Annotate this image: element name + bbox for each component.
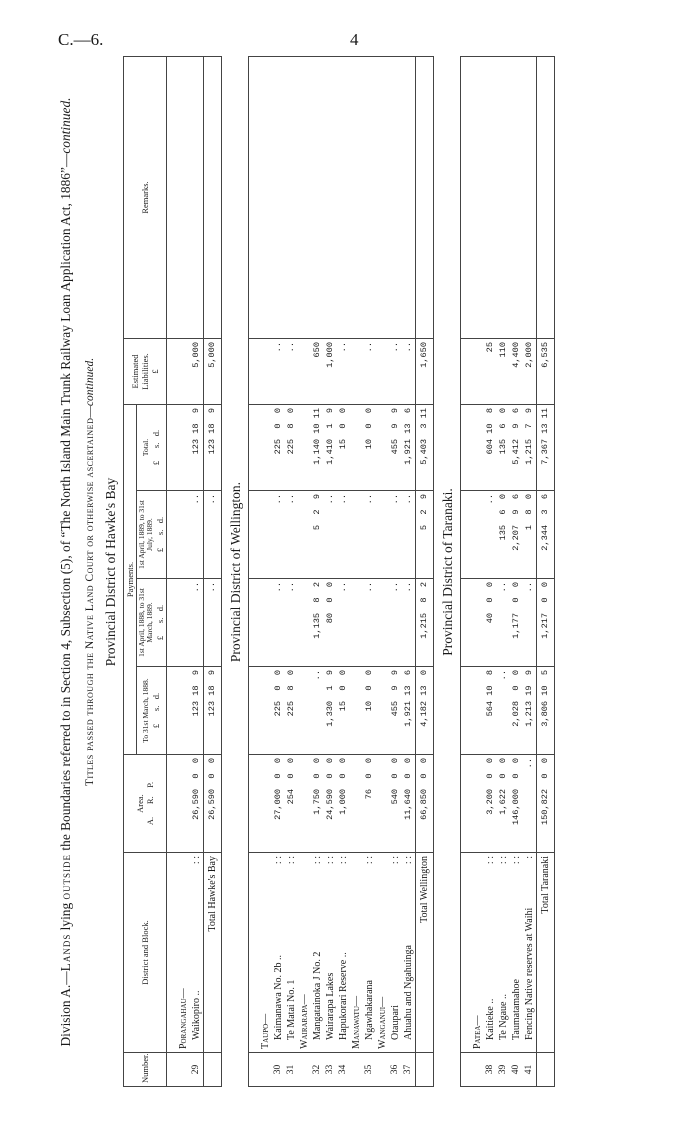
header-pay2 xyxy=(137,579,167,667)
block-leader-dots: : : xyxy=(272,856,284,865)
cell-pay2: 1,177 0 0 xyxy=(510,579,523,667)
header-pay1-units: £ s. d. xyxy=(150,692,161,729)
block-label: Te Ngaue .. xyxy=(497,994,509,1040)
cell-remarks xyxy=(497,57,510,339)
row-number: 32 xyxy=(311,1053,324,1087)
cell-area: 24,590 0 0 xyxy=(324,755,337,853)
header-area-units: A. R. P. xyxy=(144,781,155,826)
cell-remarks xyxy=(272,57,285,339)
cell-area: 26,590 0 0 xyxy=(190,755,204,853)
group-spacer xyxy=(471,1053,484,1087)
block-name xyxy=(402,853,416,1053)
header-pay2-label: 1st April, 1888, to 31st March, 1889. xyxy=(137,588,155,657)
row-number: 30 xyxy=(272,1053,285,1087)
total-total: 123 18 9 xyxy=(203,405,221,491)
header-payments: Payments. xyxy=(124,405,137,755)
table-row xyxy=(324,57,337,1087)
cell-remarks xyxy=(324,57,337,339)
cell-pay2: .. xyxy=(285,579,298,667)
block-leader-dots: : : xyxy=(285,856,297,865)
cell-est: 1,000 xyxy=(324,339,337,405)
cell-total: 135 6 0 xyxy=(497,405,510,491)
cell-area: 27,000 0 0 xyxy=(272,755,285,853)
block-name xyxy=(324,853,337,1053)
cell-pay3: .. xyxy=(272,491,285,579)
page-ref: C.—6. xyxy=(58,30,104,49)
total-remarks xyxy=(203,57,221,339)
total-row xyxy=(415,57,433,1087)
total-area: 66,850 0 0 xyxy=(415,755,433,853)
row-number: 36 xyxy=(389,1053,402,1087)
block-label: Wairarapa Lakes xyxy=(324,972,336,1040)
cell-est: 2,000 xyxy=(523,339,537,405)
header-remarks: Remarks. xyxy=(124,57,167,339)
total-area: 150,822 0 0 xyxy=(536,755,554,853)
header-district: District and Block. xyxy=(124,853,167,1053)
title-outside: outside xyxy=(58,853,73,900)
cell-pay1: .. xyxy=(497,667,510,755)
total-remarks xyxy=(536,57,554,339)
cell-area: 540 0 0 xyxy=(389,755,402,853)
cell-pay3: .. xyxy=(190,491,204,579)
cell-est: 110 xyxy=(497,339,510,405)
block-label: Taumatamahoe xyxy=(510,979,522,1040)
table-row xyxy=(402,57,416,1087)
row-number: 33 xyxy=(324,1053,337,1087)
cell-pay1: 225 0 0 xyxy=(272,667,285,755)
group-row xyxy=(350,57,363,1087)
block-leader-dots: : : xyxy=(484,856,496,865)
cell-area: .. xyxy=(523,755,537,853)
group-row xyxy=(259,57,272,1087)
cell-est: .. xyxy=(272,339,285,405)
group-name: Patea— xyxy=(471,853,484,1053)
cell-pay3: .. xyxy=(363,491,376,579)
cell-total: 10 0 0 xyxy=(363,405,376,491)
title-lying: lying xyxy=(58,899,73,934)
total-spacer xyxy=(536,1053,554,1087)
cell-pay2: .. xyxy=(402,579,416,667)
header-area-label: Area. xyxy=(134,794,145,813)
cell-pay3: 2,207 9 6 xyxy=(510,491,523,579)
cell-total: 1,410 1 9 xyxy=(324,405,337,491)
total-label: Total Wellington xyxy=(415,853,433,1053)
block-name xyxy=(389,853,402,1053)
total-est: 6,535 xyxy=(536,339,554,405)
block-leader-dots: : : xyxy=(324,856,336,865)
block-name xyxy=(272,853,285,1053)
header-pay3 xyxy=(137,491,167,579)
block-name xyxy=(484,853,497,1053)
cell-pay2: .. xyxy=(363,579,376,667)
header-estimated-units: £ xyxy=(149,369,160,374)
block-leader-dots: : : xyxy=(510,856,522,865)
row-number: 29 xyxy=(190,1053,204,1087)
group-row xyxy=(376,57,389,1087)
row-number: 40 xyxy=(510,1053,523,1087)
header-area xyxy=(124,755,167,853)
cell-pay3: .. xyxy=(402,491,416,579)
cell-pay3: .. xyxy=(324,491,337,579)
cell-total: 5,412 9 6 xyxy=(510,405,523,491)
block-label: Fencing Native reserves at Waihi xyxy=(523,907,535,1040)
header-pay3-label: 1st April, 1889, to 31st July, 1889. xyxy=(137,500,155,569)
cell-est: .. xyxy=(285,339,298,405)
table-row xyxy=(363,57,376,1087)
block-name xyxy=(523,853,537,1053)
cell-pay1: .. xyxy=(311,667,324,755)
cell-area: 11,640 0 0 xyxy=(402,755,416,853)
block-leader-dots: : : xyxy=(389,856,401,865)
cell-pay3: .. xyxy=(389,491,402,579)
cell-remarks xyxy=(484,57,497,339)
total-area: 26,590 0 0 xyxy=(203,755,221,853)
province-heading: Provincial District of Wellington. xyxy=(227,481,243,663)
cell-total: 123 18 9 xyxy=(190,405,204,491)
cell-pay2: .. xyxy=(337,579,350,667)
row-number: 41 xyxy=(523,1053,537,1087)
row-number: 38 xyxy=(484,1053,497,1087)
cell-pay2: .. xyxy=(389,579,402,667)
cell-remarks xyxy=(389,57,402,339)
group-row xyxy=(471,57,484,1087)
cell-remarks xyxy=(363,57,376,339)
header-total xyxy=(137,405,167,491)
table-row xyxy=(337,57,350,1087)
total-spacer xyxy=(415,1053,433,1087)
header-estimated xyxy=(124,339,167,405)
header-pay2-units: £ s. d. xyxy=(154,604,165,641)
block-name xyxy=(311,853,324,1053)
group-spacer xyxy=(376,1053,389,1087)
cell-remarks xyxy=(510,57,523,339)
cell-area: 254 0 0 xyxy=(285,755,298,853)
total-spacer xyxy=(203,1053,221,1087)
group-spacer xyxy=(259,1053,272,1087)
cell-pay2: 40 0 0 xyxy=(484,579,497,667)
block-label: Waikopiro .. xyxy=(190,990,202,1040)
subtitle-caps: Titles passed through the Native Land Court or otherwise ascertained xyxy=(83,417,96,787)
cell-pay1: 123 18 9 xyxy=(190,667,204,755)
row-number: 34 xyxy=(337,1053,350,1087)
header-number: Number. xyxy=(124,1053,167,1087)
ledger-table xyxy=(123,56,222,1087)
title-lands: Lands xyxy=(58,933,73,972)
block-label: Te Matai No. 1 xyxy=(285,979,297,1040)
cell-est: .. xyxy=(363,339,376,405)
total-total: 5,403 3 11 xyxy=(415,405,433,491)
total-pay3: 5 2 9 xyxy=(415,491,433,579)
group-spacer xyxy=(177,1053,190,1087)
subtitle-dash: — xyxy=(83,406,96,418)
header-estimated-label: Estimated Liabilities. xyxy=(129,353,150,390)
cell-pay2: .. xyxy=(190,579,204,667)
cell-pay1: 1,921 13 6 xyxy=(402,667,416,755)
block-leader-dots: : : xyxy=(337,856,349,865)
header-total-label: Total. xyxy=(141,438,151,457)
cell-pay1: 1,213 19 9 xyxy=(523,667,537,755)
cell-remarks xyxy=(523,57,537,339)
cell-total: 1,215 7 9 xyxy=(523,405,537,491)
cell-area: 1,000 0 0 xyxy=(337,755,350,853)
group-row xyxy=(298,57,311,1087)
row-number: 31 xyxy=(285,1053,298,1087)
cell-pay1: 1,330 1 9 xyxy=(324,667,337,755)
total-row xyxy=(203,57,221,1087)
cell-est: .. xyxy=(389,339,402,405)
table-row xyxy=(484,57,497,1087)
total-pay3: .. xyxy=(203,491,221,579)
row-number: 37 xyxy=(402,1053,416,1087)
total-label: Total Hawke's Bay xyxy=(203,853,221,1053)
ledger-table xyxy=(460,56,555,1087)
cell-pay2: 1,135 8 2 xyxy=(311,579,324,667)
table-row xyxy=(510,57,523,1087)
cell-area: 1,750 0 0 xyxy=(311,755,324,853)
block-label: Otaupari xyxy=(389,1005,401,1040)
block-leader-dots: : : xyxy=(497,856,509,865)
block-label: Ngawhakarana xyxy=(363,980,375,1040)
group-name: Manawatu— xyxy=(350,853,363,1053)
cell-remarks xyxy=(190,57,204,339)
cell-pay3: 5 2 9 xyxy=(311,491,324,579)
table-row xyxy=(190,57,204,1087)
cell-area: 1,622 0 0 xyxy=(497,755,510,853)
table-row xyxy=(311,57,324,1087)
total-remarks xyxy=(415,57,433,339)
total-pay2: .. xyxy=(203,579,221,667)
cell-pay3: 135 6 0 xyxy=(497,491,510,579)
cell-pay2: .. xyxy=(523,579,537,667)
cell-pay3: .. xyxy=(285,491,298,579)
group-name: Wairarapa— xyxy=(298,853,311,1053)
cell-total: 1,140 10 11 xyxy=(311,405,324,491)
cell-area: 76 0 0 xyxy=(363,755,376,853)
cell-pay2: .. xyxy=(497,579,510,667)
total-est: 1,650 xyxy=(415,339,433,405)
total-pay2: 1,217 0 0 xyxy=(536,579,554,667)
cell-est: 5,000 xyxy=(190,339,204,405)
block-label: Hapukorari Reserve .. xyxy=(337,952,349,1040)
header-pay3-units: £ s. d. xyxy=(154,516,165,553)
block-name xyxy=(497,853,510,1053)
group-row xyxy=(177,57,190,1087)
block-label: Kaimanawa No. 2b .. xyxy=(272,955,284,1040)
total-pay2: 1,215 8 2 xyxy=(415,579,433,667)
row-number: 35 xyxy=(363,1053,376,1087)
block-name xyxy=(285,853,298,1053)
title-continued: continued. xyxy=(58,97,73,154)
cell-pay3: .. xyxy=(337,491,350,579)
header-pay1 xyxy=(137,667,167,755)
cell-remarks xyxy=(311,57,324,339)
block-name xyxy=(363,853,376,1053)
document-title xyxy=(58,52,75,1092)
total-est: 5,000 xyxy=(203,339,221,405)
block-name xyxy=(510,853,523,1053)
group-name: Porangahau— xyxy=(177,853,190,1053)
block-leader-dots: : : xyxy=(402,856,414,865)
group-name: Wanganui— xyxy=(376,853,389,1053)
province-heading: Provincial District of Taranaki. xyxy=(439,488,455,656)
table-row xyxy=(523,57,537,1087)
title-prefix: Division A.— xyxy=(58,971,73,1047)
cell-total: 225 8 0 xyxy=(285,405,298,491)
block-name xyxy=(190,853,204,1053)
cell-est: 650 xyxy=(311,339,324,405)
block-label: Kaitieke .. xyxy=(484,998,496,1040)
table-row xyxy=(285,57,298,1087)
header-total-units: £ s. d. xyxy=(150,429,161,466)
cell-total: 604 10 8 xyxy=(484,405,497,491)
cell-pay2: 80 0 0 xyxy=(324,579,337,667)
total-total: 7,367 13 11 xyxy=(536,405,554,491)
cell-remarks xyxy=(337,57,350,339)
cell-total: 225 0 0 xyxy=(272,405,285,491)
cell-est: .. xyxy=(402,339,416,405)
cell-total: 15 0 0 xyxy=(337,405,350,491)
total-label: Total Taranaki xyxy=(536,853,554,1053)
cell-total: 1,921 13 6 xyxy=(402,405,416,491)
rotated-document xyxy=(50,52,650,1092)
cell-pay1: 15 0 0 xyxy=(337,667,350,755)
cell-est: .. xyxy=(337,339,350,405)
cell-pay1: 455 9 9 xyxy=(389,667,402,755)
cell-pay1: 2,028 0 0 xyxy=(510,667,523,755)
cell-pay1: 564 10 8 xyxy=(484,667,497,755)
cell-pay2: .. xyxy=(272,579,285,667)
total-pay1: 3,806 10 5 xyxy=(536,667,554,755)
table-row xyxy=(272,57,285,1087)
subtitle-continued: continued. xyxy=(83,357,96,407)
header-pay1-label: To 31st March, 1888. xyxy=(141,678,151,743)
title-rest: the Boundaries referred to in Section 4, Subsection (5), of “The North Island Main Trunk Railway Loan Application Act, 1886”— xyxy=(58,153,73,854)
block-leader-dots: : : xyxy=(311,856,323,865)
cell-area: 3,200 0 0 xyxy=(484,755,497,853)
document-subtitle xyxy=(83,52,97,1092)
row-number: 39 xyxy=(497,1053,510,1087)
cell-remarks xyxy=(285,57,298,339)
group-name: Taupo— xyxy=(259,853,272,1053)
block-label: Ahuahu and Ngahuinga xyxy=(402,945,414,1040)
group-spacer xyxy=(298,1053,311,1087)
province-heading: Provincial District of Hawke's Bay xyxy=(103,477,119,667)
block-leader-dots: : : xyxy=(190,856,202,865)
total-pay1: 123 18 9 xyxy=(203,667,221,755)
block-label: Mangatainoka J No. 2 xyxy=(311,951,323,1040)
cell-est: 4,400 xyxy=(510,339,523,405)
cell-pay3: 1 8 0 xyxy=(523,491,537,579)
sections-container xyxy=(103,52,555,1092)
cell-pay3: .. xyxy=(484,491,497,579)
cell-pay1: 225 8 0 xyxy=(285,667,298,755)
total-pay3: 2,344 3 6 xyxy=(536,491,554,579)
table-row xyxy=(497,57,510,1087)
group-spacer xyxy=(350,1053,363,1087)
cell-remarks xyxy=(402,57,416,339)
block-name xyxy=(337,853,350,1053)
page-number: 4 xyxy=(350,30,359,49)
cell-area: 146,000 0 0 xyxy=(510,755,523,853)
ledger-table xyxy=(248,56,434,1087)
block-leader-dots: : xyxy=(523,856,535,859)
block-leader-dots: : : xyxy=(363,856,375,865)
cell-pay1: 10 0 0 xyxy=(363,667,376,755)
total-row xyxy=(536,57,554,1087)
cell-est: 25 xyxy=(484,339,497,405)
total-pay1: 4,182 13 0 xyxy=(415,667,433,755)
cell-total: 455 9 9 xyxy=(389,405,402,491)
table-row xyxy=(389,57,402,1087)
